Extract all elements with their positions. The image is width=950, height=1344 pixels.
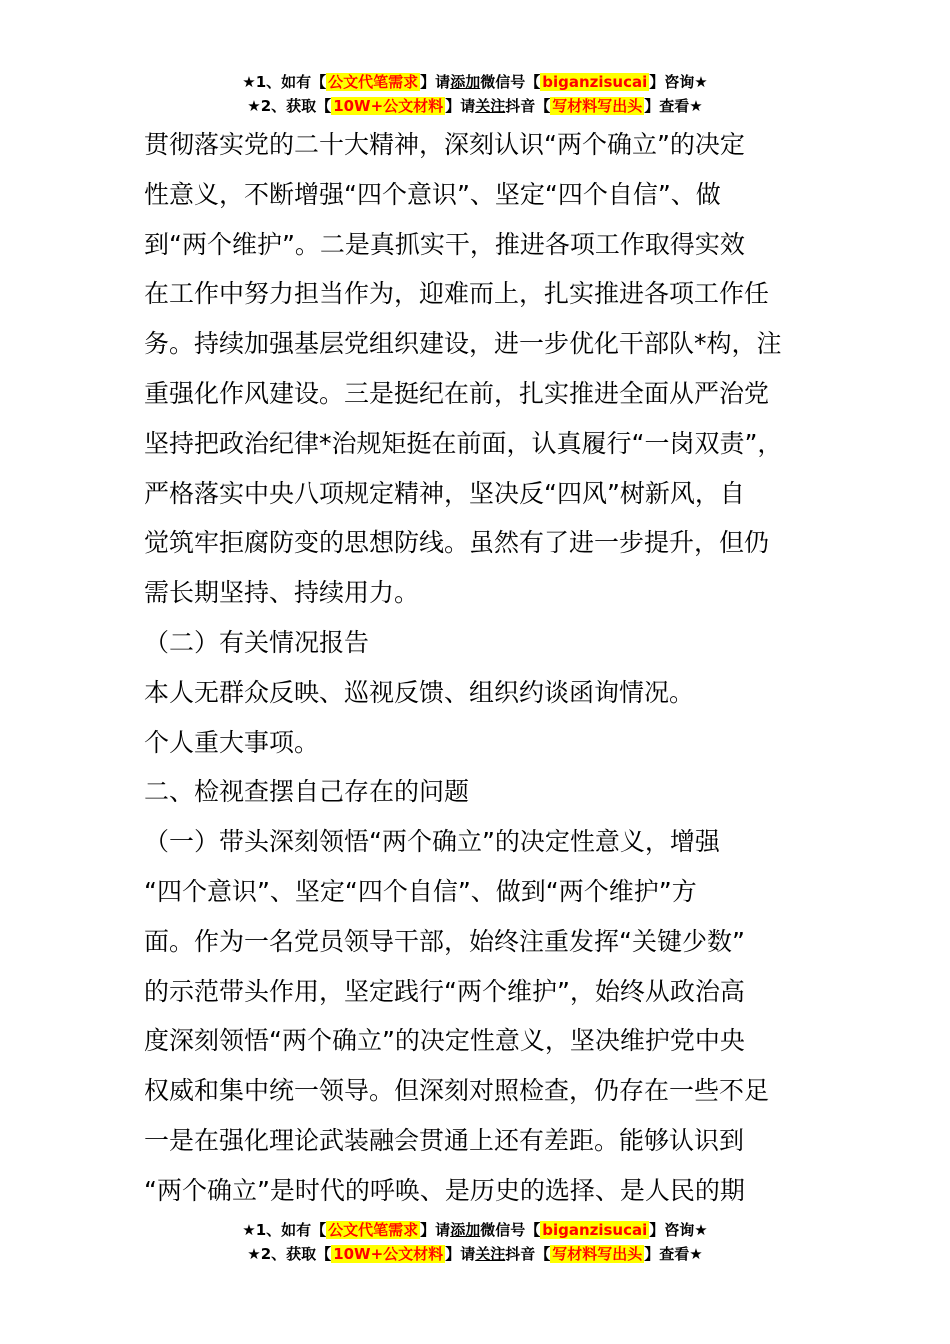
banner-underlined-text: 添加 — [450, 1221, 481, 1239]
banner-text: 】咨询★ — [649, 1221, 708, 1239]
banner-text: ★2、获取【 — [247, 97, 332, 115]
body-line: 在工作中努力担当作为，迎难而上，扎实推进各项工作任 — [144, 279, 770, 309]
banner-highlight: 写材料写出头 — [552, 97, 643, 115]
body-line: 面。作为一名党员领导干部，始终注重发挥“关键少数” — [144, 926, 745, 956]
body-line: 到“两个维护”。二是真抓实干，推进各项工作取得实效 — [144, 229, 745, 259]
body-line: “两个确立”是时代的呼唤、是历史的选择、是人民的期 — [144, 1175, 745, 1205]
body-line: 坚持把政治纪律*治规矩挺在前面，认真履行“一岗双责”， — [144, 428, 783, 458]
banner-text: 抖音【 — [505, 1245, 551, 1263]
banner-text: 抖音【 — [505, 97, 551, 115]
banner-text: 微信号【 — [480, 1221, 541, 1239]
banner-underlined-text: 添加 — [450, 73, 481, 91]
banner-text: 】请 — [420, 1221, 451, 1239]
body-line: 严格落实中央八项规定精神，坚决反“四风”树新风，自 — [144, 478, 745, 508]
footer-banner — [0, 1218, 950, 1266]
header-banner — [0, 70, 950, 118]
banner-text: ★2、获取【 — [247, 1245, 332, 1263]
banner-highlight: biganzisucai — [542, 73, 648, 91]
body-line: 本人无群众反映、巡视反馈、组织约谈函询情况。 — [144, 677, 695, 707]
banner-text: 】请 — [445, 1245, 476, 1263]
banner-highlight: biganzisucai — [542, 1221, 648, 1239]
banner-text: ★1、如有【 — [242, 73, 327, 91]
banner-text: 】查看★ — [644, 97, 703, 115]
banner-highlight: 10W+公文材料 — [333, 97, 444, 115]
body-line: 需长期坚持、持续用力。 — [144, 578, 420, 608]
banner-text: 】请 — [445, 97, 476, 115]
banner-highlight: 公文代笔需求 — [328, 73, 419, 91]
banner-text: 】咨询★ — [649, 73, 708, 91]
body-line: “四个意识”、坚定“四个自信”、做到“两个维护”方 — [144, 876, 697, 906]
body-line: 度深刻领悟“两个确立”的决定性意义，坚决维护党中央 — [144, 1026, 745, 1056]
section-heading: 二、检视查摆自己存在的问题 — [144, 777, 470, 807]
banner-text: ★1、如有【 — [242, 1221, 327, 1239]
body-line: 个人重大事项。 — [144, 727, 320, 757]
banner-text: 微信号【 — [480, 73, 541, 91]
banner-highlight: 10W+公文材料 — [333, 1245, 444, 1263]
body-line: 权威和集中统一领导。但深刻对照检查，仍存在一些不足 — [144, 1076, 770, 1106]
body-line: 重强化作风建设。三是挺纪在前，扎实推进全面从严治党 — [144, 378, 770, 408]
banner-highlight: 公文代笔需求 — [328, 1221, 419, 1239]
footer-banner-line-2 — [0, 1242, 950, 1266]
body-line: 的示范带头作用，坚定践行“两个维护”，始终从政治高 — [144, 976, 745, 1006]
banner-text: 】查看★ — [644, 1245, 703, 1263]
body-line: 一是在强化理论武装融会贯通上还有差距。能够认识到 — [144, 1125, 745, 1155]
banner-underlined-text: 关注 — [475, 1245, 506, 1263]
banner-text: 】请 — [420, 73, 451, 91]
header-banner-line-1 — [0, 70, 950, 94]
footer-banner-line-1 — [0, 1218, 950, 1242]
banner-underlined-text: 关注 — [475, 97, 506, 115]
header-banner-line-2 — [0, 94, 950, 118]
body-line: （一）带头深刻领悟“两个确立”的决定性意义，增强 — [144, 827, 720, 857]
document-body — [144, 120, 834, 1216]
body-line: 贯彻落实党的二十大精神，深刻认识“两个确立”的决定 — [144, 130, 745, 159]
body-line: 性意义，不断增强“四个意识”、坚定“四个自信”、做 — [144, 179, 721, 209]
banner-highlight: 写材料写出头 — [552, 1245, 643, 1263]
body-line: 觉筑牢拒腐防变的思想防线。虽然有了进一步提升，但仍 — [144, 528, 770, 558]
section-heading: （二）有关情况报告 — [144, 627, 370, 657]
body-line: 务。持续加强基层党组织建设，进一步优化干部队*构，注 — [144, 329, 782, 359]
